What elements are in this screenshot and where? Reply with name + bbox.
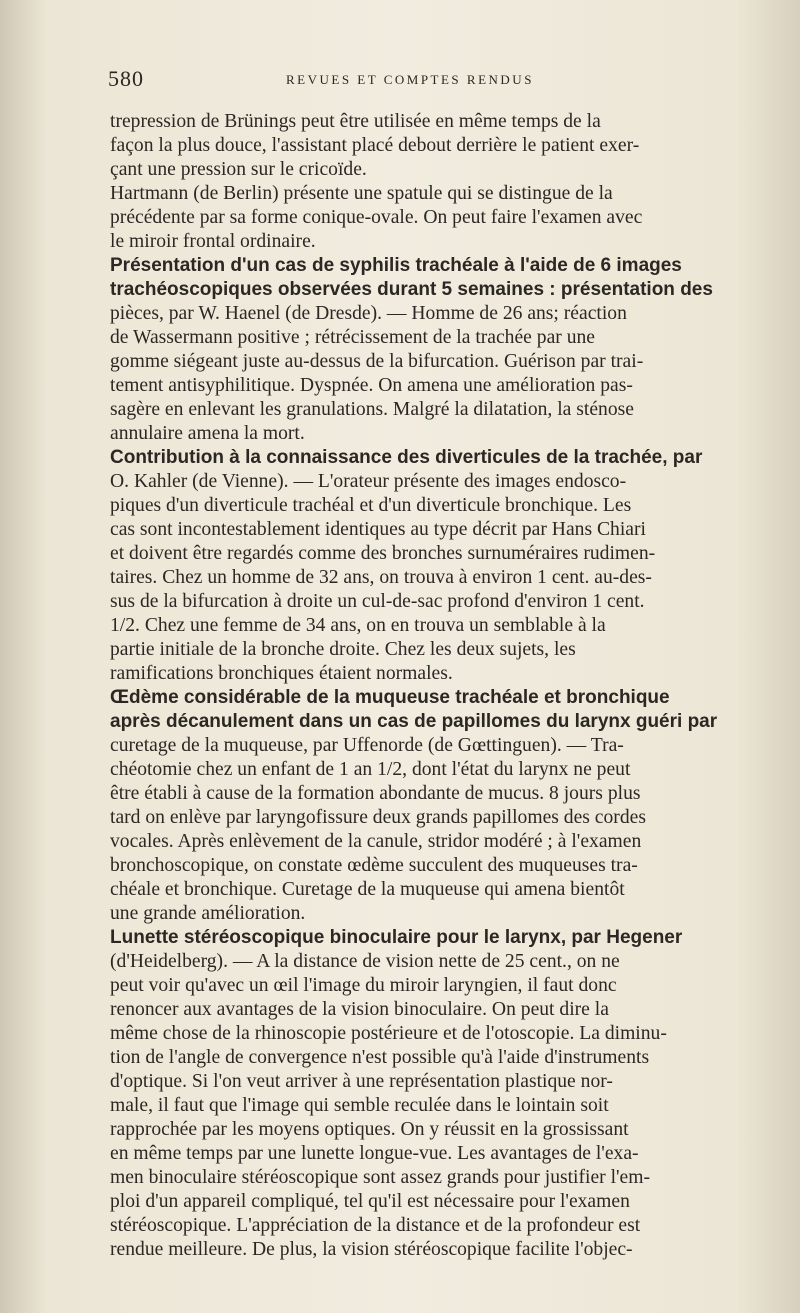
entry-title: Contribution à la connaissance des diverticules de la trachée, par (110, 447, 703, 468)
text-line: rendue meilleure. De plus, la vision stéréoscopique facilite l'objec- (110, 1239, 633, 1260)
entry-title: Présentation d'un cas de syphilis trachéale à l'aide de 6 images (110, 255, 682, 276)
text-line: tement antisyphilitique. Dyspnée. On amena une amélioration pas- (110, 375, 633, 396)
text-line: taires. Chez un homme de 32 ans, on trouva à environ 1 cent. au-des- (110, 567, 652, 588)
entry-title: trachéoscopiques observées durant 5 semaines : présentation des (110, 279, 713, 300)
text-line: être établi à cause de la formation abondante de mucus. 8 jours plus (110, 783, 641, 804)
text-line: tion de l'angle de convergence n'est possible qu'à l'aide d'instruments (110, 1047, 650, 1068)
text-line: male, il faut que l'image qui semble reculée dans le lointain soit (110, 1095, 609, 1116)
entry-title: Œdème considérable de la muqueuse trachéale et bronchique (110, 687, 670, 708)
text-line: sagère en enlevant les granulations. Malgré la dilatation, la sténose (110, 399, 634, 420)
text-line: une grande amélioration. (110, 903, 306, 924)
text-line: ploi d'un appareil compliqué, tel qu'il est nécessaire pour l'examen (110, 1191, 630, 1212)
page-number: 580 (108, 66, 144, 91)
page-header (108, 66, 768, 96)
text-line: stéréoscopique. L'appréciation de la distance et de la profondeur est (110, 1215, 641, 1236)
text-line: de Wassermann positive ; rétrécissement de la trachée par une (110, 327, 595, 348)
text-line: en même temps par une lunette longue-vue. Les avantages de l'exa- (110, 1143, 639, 1164)
text-line: même chose de la rhinoscopie postérieure et de l'otoscopie. La diminu- (110, 1023, 667, 1044)
entry-title: Lunette stéréoscopique binoculaire pour le larynx, par Hegener (110, 927, 683, 948)
text-line: d'optique. Si l'on veut arriver à une représentation plastique nor- (110, 1071, 613, 1092)
text-line: cas sont incontestablement identiques au type décrit par Hans Chiari (110, 519, 646, 540)
text-line: trepression de Brünings peut être utilisée en même temps de la (110, 111, 601, 132)
text-line: 1/2. Chez une femme de 34 ans, on en trouva un semblable à la (110, 615, 606, 636)
text-line: vocales. Après enlèvement de la canule, stridor modéré ; à l'examen (110, 831, 642, 852)
text-line: façon la plus douce, l'assistant placé debout derrière le patient exer- (110, 135, 640, 156)
text-line: précédente par sa forme conique-ovale. On peut faire l'examen avec (110, 207, 643, 228)
text-line: gomme siégeant juste au-dessus de la bifurcation. Guérison par trai- (110, 351, 644, 372)
text-line: tard on enlève par laryngofissure deux grands papillomes des cordes (110, 807, 646, 828)
text-line: curetage de la muqueuse, par Uffenorde (de Gœttinguen). — Tra- (110, 735, 624, 756)
entry-title: après décanulement dans un cas de papillomes du larynx guéri par (110, 711, 718, 732)
text-line: pièces, par W. Haenel (de Dresde). — Homme de 26 ans; réaction (110, 303, 627, 324)
text-line: bronchoscopique, on constate œdème succulent des muqueuses tra- (110, 855, 638, 876)
text-line: piques d'un diverticule trachéal et d'un diverticule bronchique. Les (110, 495, 632, 516)
text-line: et doivent être regardés comme des bronches surnuméraires rudimen- (110, 543, 656, 564)
text-line: le miroir frontal ordinaire. (110, 231, 316, 252)
text-line: peut voir qu'avec un œil l'image du miroir laryngien, il faut donc (110, 975, 617, 996)
text-line: sus de la bifurcation à droite un cul-de-sac profond d'environ 1 cent. (110, 591, 645, 612)
text-line: partie initiale de la bronche droite. Chez les deux sujets, les (110, 639, 576, 660)
text-line: Hartmann (de Berlin) présente une spatule qui se distingue de la (110, 183, 613, 204)
text-line: O. Kahler (de Vienne). — L'orateur présente des images endosco- (110, 471, 627, 492)
text-line: chéotomie chez un enfant de 1 an 1/2, dont l'état du larynx ne peut (110, 759, 631, 780)
text-line: çant une pression sur le cricoïde. (110, 159, 367, 180)
text-line: chéale et bronchique. Curetage de la muqueuse qui amena bientôt (110, 879, 625, 900)
text-line: annulaire amena la mort. (110, 423, 305, 444)
running-title: REVUES ET COMPTES RENDUS (286, 72, 534, 87)
text-line: rapprochée par les moyens optiques. On y réussit en la grossissant (110, 1119, 629, 1140)
text-line: (d'Heidelberg). — A la distance de vision nette de 25 cent., on ne (110, 951, 620, 972)
text-line: men binoculaire stéréoscopique sont assez grands pour justifier l'em- (110, 1167, 651, 1188)
article-body (110, 110, 770, 1262)
text-line: ramifications bronchiques étaient normales. (110, 663, 453, 684)
text-line: renoncer aux avantages de la vision binoculaire. On peut dire la (110, 999, 609, 1020)
